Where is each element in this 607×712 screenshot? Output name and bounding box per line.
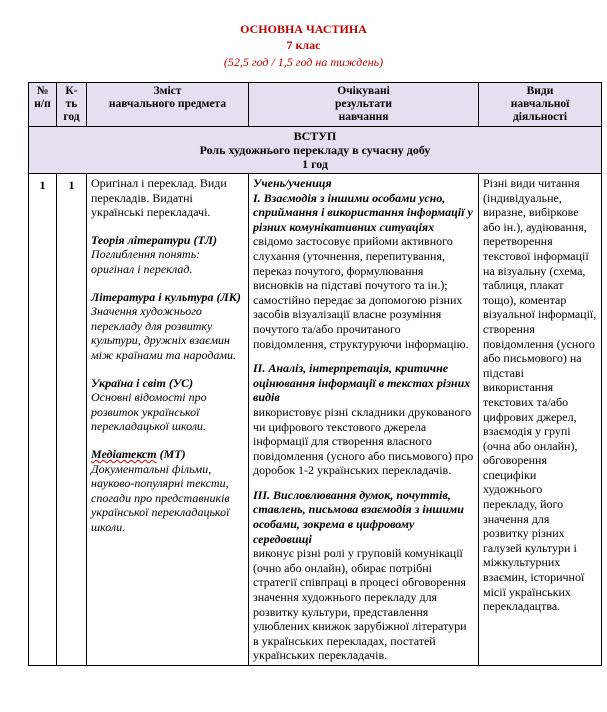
media-text: Документальні фільми, науково-популярні тексти, спогади про представників української перекладацької школи. bbox=[91, 461, 230, 534]
results-s2-text: використовує різні складники друкованого чи цифрового текстового джерела інформації для створення власного повідомлення (усного або письмового) про доробок 1-2 українських перекладачів. bbox=[253, 404, 474, 478]
theory-title: Теорія літератури (ТЛ) bbox=[91, 232, 218, 247]
content-intro: Оригінал і переклад. Види перекладів. Видатні українські перекладачі. bbox=[91, 176, 227, 220]
media-title: Медіатекст (МТ) bbox=[91, 446, 186, 461]
header-num: № н/п bbox=[29, 83, 57, 127]
results-lead: Учень/учениця bbox=[253, 176, 332, 190]
row-hours: 1 bbox=[57, 174, 87, 666]
header-content: Зміст навчального предмета bbox=[87, 83, 249, 127]
content-cell bbox=[87, 174, 249, 666]
world-text: Основні відомості про розвиток української перекладацької школи. bbox=[91, 390, 207, 434]
grade-label: 7 клас bbox=[286, 38, 321, 52]
section-title: ОСНОВНА ЧАСТИНА bbox=[240, 22, 367, 36]
table-header-row bbox=[29, 83, 602, 127]
culture-text: Значення художнього перекладу для розвитку культури, дружніх взаємин між країнами та народами. bbox=[91, 304, 237, 362]
header-hours: К- ть год bbox=[57, 83, 87, 127]
hours-label: (52,5 год / 1,5 год на тиждень) bbox=[223, 55, 384, 69]
header-results: Очікувані результати навчання bbox=[249, 83, 479, 127]
activities-text: Різні види читання (індивідуальне, виразне, вибіркове або ін.), аудіювання, перетворення текстової інформації на візуальну (схема, таблиця, плакат тощо), коментар візуальної інформації, створення повідомлення (усного або письмового) на підставі використання текстових та/або цифрових джерел, взаємодія у групі (очна або онлайн), обговорення специфіки художнього перекладу, його значення для розвитку різних галузей культури і міжкультурних взаємин, історичної місії українських перекладацтва. bbox=[483, 176, 597, 614]
results-s2-title: II. Аналіз, інтерпретація, критичне оцінювання інформації в текстах різних видів bbox=[253, 361, 471, 405]
world-title: Україна і світ (УС) bbox=[91, 375, 194, 390]
row-number: 1 bbox=[29, 174, 57, 666]
curriculum-table bbox=[28, 82, 602, 666]
results-cell bbox=[249, 174, 479, 666]
section-cell bbox=[29, 127, 602, 174]
results-s3-title: III. Висловлювання думок, почуттів, ставлень, письмова взаємодія з іншими особами, зокрема в цифровому середовищі bbox=[253, 487, 464, 546]
results-s1-title: I. Взаємодія з іншими особами усно, сприймання і використання інформації у різних комунікативних ситуаціях bbox=[253, 190, 473, 234]
theory-text: Поглиблення понять: оригінал і переклад. bbox=[91, 247, 201, 276]
section-name: ВСТУП bbox=[293, 129, 337, 143]
section-subtitle: Роль художнього перекладу в сучасну добу bbox=[199, 143, 431, 157]
culture-title: Література і культура (ЛК) bbox=[91, 289, 241, 304]
section-row bbox=[29, 127, 602, 174]
activities-cell bbox=[479, 174, 602, 666]
table-row bbox=[29, 174, 602, 666]
header-activities: Види навчальної діяльності bbox=[479, 83, 602, 127]
section-hours: 1 год bbox=[302, 157, 328, 171]
results-s3-text: виконує різні ролі у груповій комунікації (очно або онлайн), обирає потрібні стратегії співпраці в процесі обговорення значення художнього перекладу для розвитку культури, представлення улюблених книжок зарубіжної літератури в українських перекладах, постатей українських перекладачів. bbox=[253, 546, 467, 663]
results-s1-text: свідомо застосовує прийоми активного слухання (уточнення, перепитування, переказ почутого, формулювання висновків на підставі почутого та ін.); самостійно передає за допомогою різних засобів візуалізації власне розуміння почутого та/або прочитаного повідомлення, структуруючи інформацію. bbox=[253, 234, 469, 351]
